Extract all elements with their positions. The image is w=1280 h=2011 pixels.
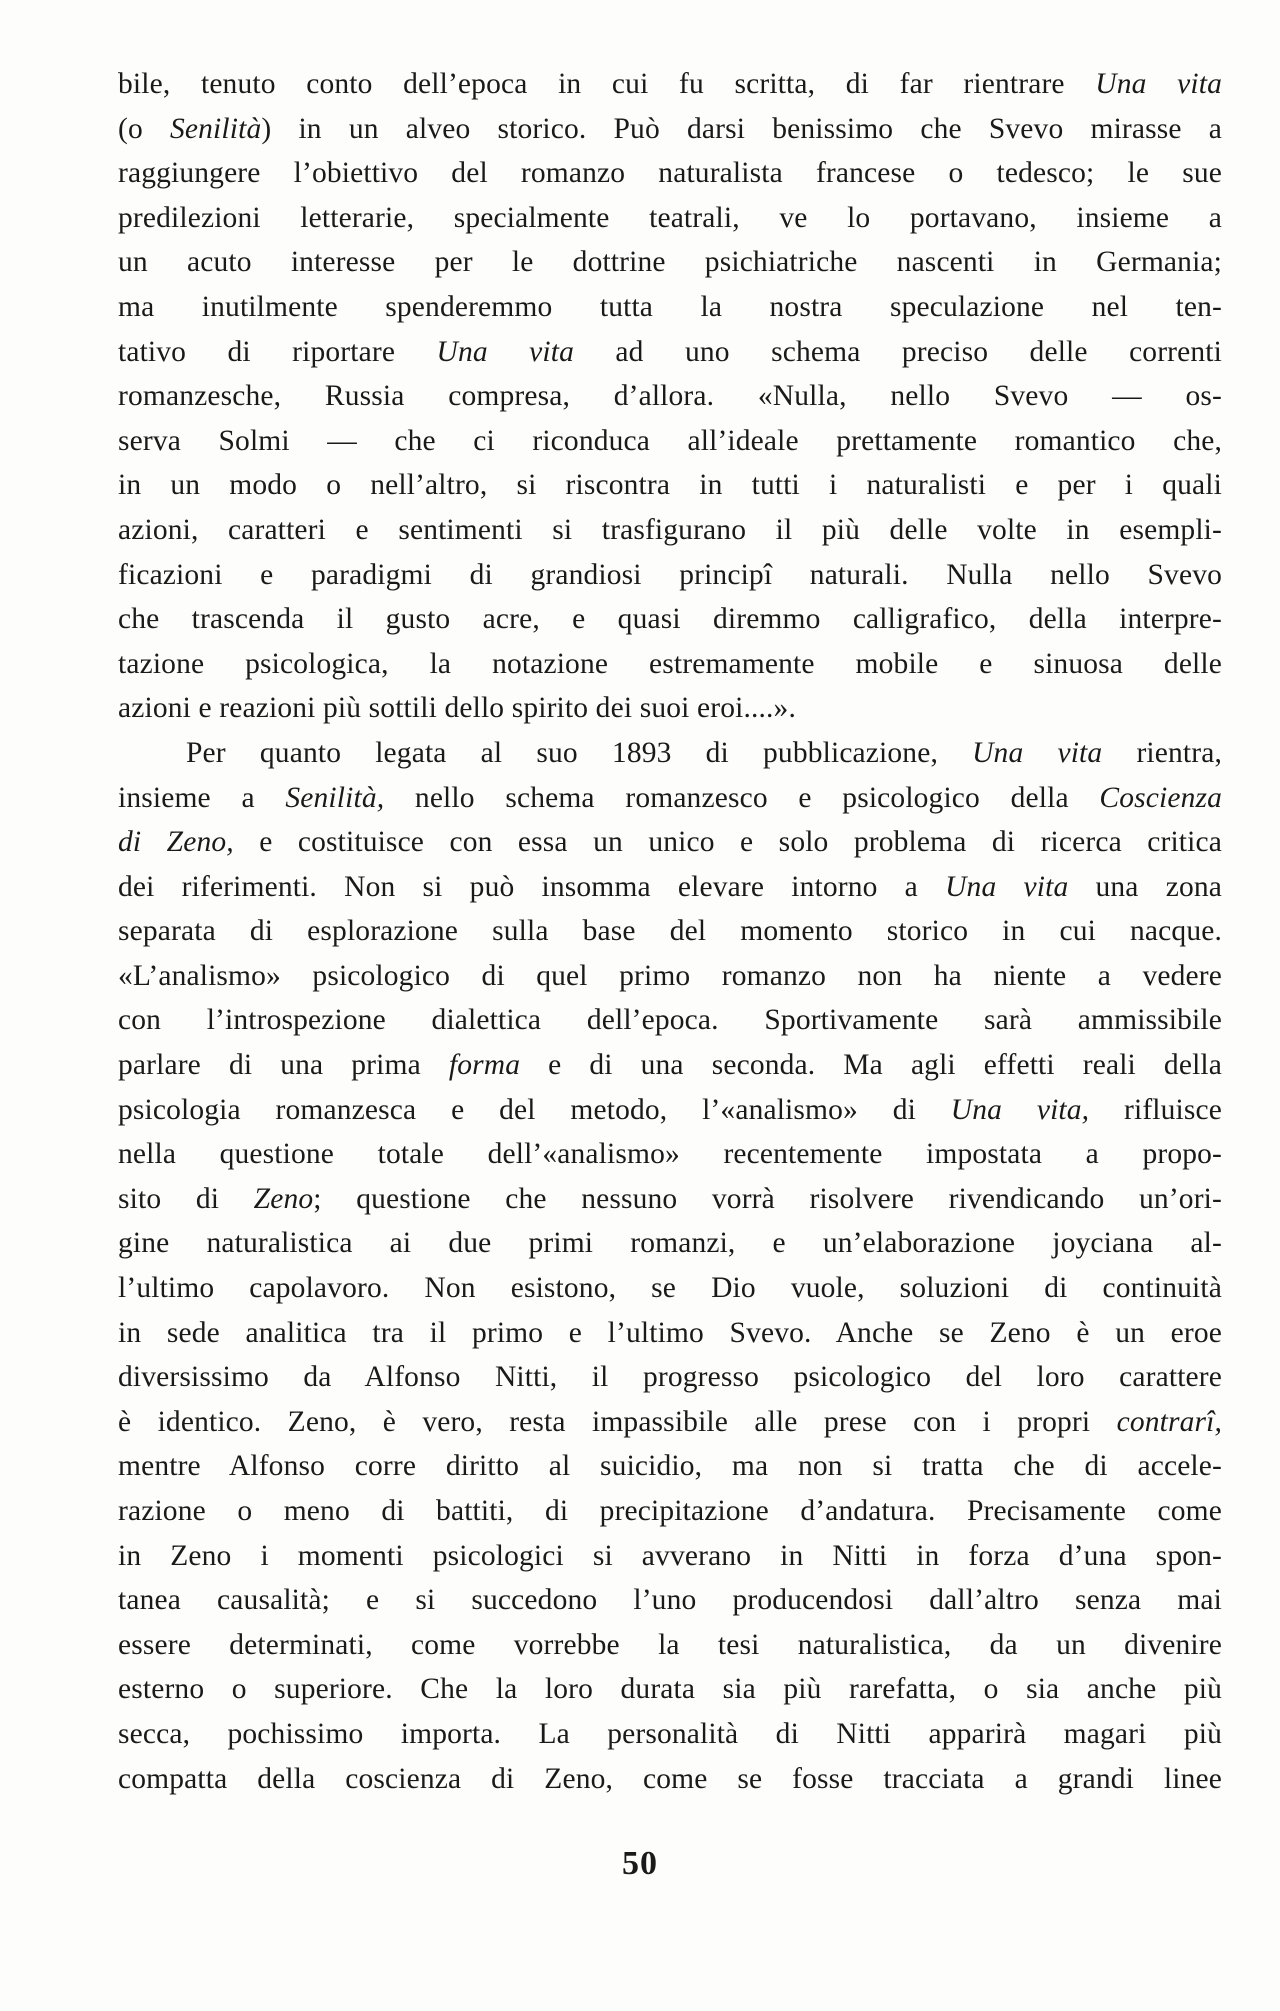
text-line: con l’introspezione dialettica dell’epoca. Sportivamente sarà ammissibile (118, 1004, 1222, 1037)
text-line: ficazioni e paradigmi di grandiosi principî naturali. Nulla nello Svevo (118, 558, 1222, 591)
text-line: gine naturalistica ai due primi romanzi, e un’elaborazione joyciana al- (118, 1227, 1222, 1260)
text-line: essere determinati, come vorrebbe la tesi naturalistica, da un divenire (118, 1628, 1222, 1661)
document-body (118, 62, 1222, 1801)
text-line: esterno o superiore. Che la loro durata sia più rarefatta, o sia anche più (118, 1673, 1222, 1706)
page-number: 50 (622, 1845, 658, 1882)
text-line: ma inutilmente spenderemmo tutta la nostra speculazione nel ten- (118, 290, 1222, 323)
text-line: insieme a Senilità, nello schema romanzesco e psicologico della Coscienza (118, 781, 1222, 814)
text-line: Per quanto legata al suo 1893 di pubblicazione, Una vita rientra, (186, 736, 1222, 769)
text-line: raggiungere l’obiettivo del romanzo naturalista francese o tedesco; le sue (118, 157, 1222, 190)
text-line: azioni e reazioni più sottili dello spirito dei suoi eroi....». (118, 692, 796, 725)
text-line: psicologia romanzesca e del metodo, l’«analismo» di Una vita, rifluisce (118, 1093, 1223, 1126)
text-line: un acuto interesse per le dottrine psichiatriche nascenti in Germania; (118, 246, 1222, 279)
text-line: parlare di una prima forma e di una seconda. Ma agli effetti reali della (118, 1049, 1223, 1082)
text-line: mentre Alfonso corre diritto al suicidio, ma non si tratta che di accele- (118, 1450, 1222, 1483)
text-line: compatta della coscienza di Zeno, come se fosse tracciata a grandi linee (118, 1762, 1222, 1795)
text-line: dei riferimenti. Non si può insomma elevare intorno a Una vita una zona (118, 870, 1222, 903)
text-line: razione o meno di battiti, di precipitazione d’andatura. Precisamente come (118, 1495, 1222, 1527)
text-line: nella questione totale dell’«analismo» recentemente impostata a propo- (118, 1138, 1222, 1171)
text-line: azioni, caratteri e sentimenti si trasfigurano il più delle volte in esempli- (118, 513, 1222, 546)
text-line: serva Solmi — che ci riconduca all’ideale prettamente romantico che, (118, 424, 1222, 457)
text-line: diversissimo da Alfonso Nitti, il progresso psicologico del loro carattere (118, 1361, 1222, 1394)
text-line: in Zeno i momenti psicologici si avverano in Nitti in forza d’una spon- (118, 1539, 1222, 1572)
text-line: «L’analismo» psicologico di quel primo romanzo non ha niente a vedere (118, 959, 1222, 992)
text-line: sito di Zeno; questione che nessuno vorrà risolvere rivendicando un’ori- (118, 1182, 1222, 1215)
text-line: di Zeno, e costituisce con essa un unico e solo problema di ricerca critica (118, 826, 1222, 859)
text-line: in sede analitica tra il primo e l’ultimo Svevo. Anche se Zeno è un eroe (118, 1316, 1222, 1349)
text-line: romanzesche, Russia compresa, d’allora. «Nulla, nello Svevo — os- (118, 380, 1222, 413)
text-line: tazione psicologica, la notazione estremamente mobile e sinuosa delle (118, 647, 1222, 680)
text-line: predilezioni letterarie, specialmente teatrali, ve lo portavano, insieme a (118, 201, 1222, 234)
text-line: separata di esplorazione sulla base del momento storico in cui nacque. (118, 915, 1222, 948)
text-line: tativo di riportare Una vita ad uno schema preciso delle correnti (118, 335, 1222, 368)
text-line: l’ultimo capolavoro. Non esistono, se Dio vuole, soluzioni di continuità (118, 1272, 1222, 1305)
text-line: che trascenda il gusto acre, e quasi diremmo calligrafico, della interpre- (118, 603, 1222, 636)
text-line: tanea causalità; e si succedono l’uno producendosi dall’altro senza mai (118, 1584, 1222, 1617)
text-line: (o Senilità) in un alveo storico. Può darsi benissimo che Svevo mirasse a (118, 112, 1223, 145)
text-line: bile, tenuto conto dell’epoca in cui fu scritta, di far rientrare Una vita (118, 68, 1222, 100)
text-line: in un modo o nell’altro, si riscontra in tutti i naturalisti e per i quali (118, 469, 1222, 502)
text-line: secca, pochissimo importa. La personalità di Nitti apparirà magari più (118, 1717, 1222, 1750)
text-line: è identico. Zeno, è vero, resta impassibile alle prese con i propri contrarî, (118, 1405, 1222, 1438)
